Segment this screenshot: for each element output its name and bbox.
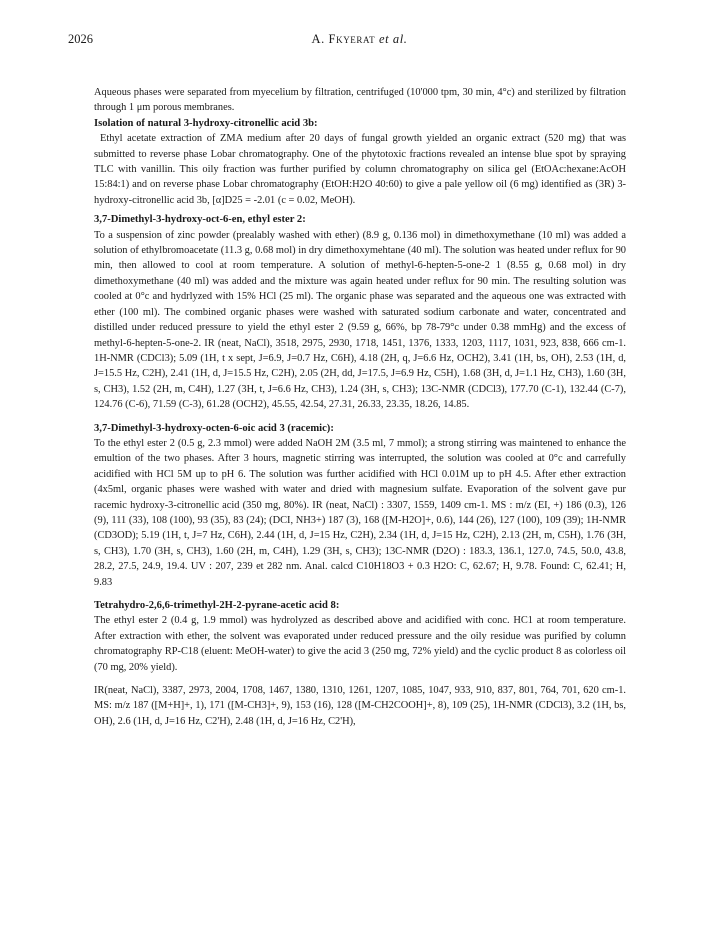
section-gap <box>94 675 626 683</box>
paragraph-ethyl-ester-2: To a suspension of zinc powder (prealably washed with ether) (8.9 g, 0.136 mol) in dimethoxymethane (10 ml) was added a solution of ethylbromoacetate (11.3 g, 0.68 mol) in dry dimethoxymehtane (40 ml). The solution was heated under reflux for 90 min, then allowed to cool at room temperature. A solution of methyl-6-hepten-5-one-2 1 (8.55 g, 0.68 mol) in dry dimethoxymethane (40 ml) was added and the mixture was again heated under reflux for 90 min. The resulting solution was cooled at 0°c and hydrlyzed with 15% HCl (25 ml). The organic phase was separated and the aqueous one was extracted with ether (100 ml). The combined organic phases were washed with saturated sodium carbonate and water, concentrated and distilled under reduced pressure to yield the ethyl ester 2 (9.59 g, 66%, bp 78-79°c under 0.38 mmHg) and the excess of methyl-6-hepten-5-one-2. IR (neat, NaCl), 3518, 2975, 2930, 1718, 1451, 1376, 1333, 1203, 1117, 1031, 923, 838, 666 cm-1. 1H-NMR (CDCl3); 5.09 (1H, t x sept, J=6.9, J=0.7 Hz, C6H), 4.18 (2H, q, J=6.6 Hz, OCH2), 3.41 (1H, bs, OH), 2.53 (1H, d, J=15.5 Hz, C2H), 2.41 (1H, d, J=15.5 Hz, C2H), 2.05 (2H, dd, J=17.5, J=6.9 Hz, C5H), 1.68 (3H, d, J=1.1 Hz, CH3), 1.60 (3H, s, CH3), 1.52 (2H, m, C4H), 1.27 (3H, t, J=6.6 Hz, CH3), 1.24 (3H, s, CH3); 13C-NMR (CDCl3), 177.70 (C-1), 132.44 (C-7), 124.76 (C-6), 71.59 (C-3), 61.28 (OCH2), 45.55, 42.54, 27.31, 26.33, 23.35, 18.26, 14.85. <box>94 229 626 411</box>
paragraph-isolation-3b: Ethyl acetate extraction of ZMA medium after 20 days of fungal growth yielded an organic extract (520 mg) that was submitted to reverse phase Lobar chromatography. One of the phytotoxic fractions revealed an intense blue spot by spraying TLC with vanillin. This oily fraction was further purified by column chromatography on silica gel (EtOAc:hexane:AcOH 15:84:1) and on reverse phase Lobar chromatography (EtOH:H2O 40:60) to give a pale yellow oil (6 mg) identified as (3R) 3-hydroxy-citronellic acid 3b, [α]D25 = -2.01 (c = 0.02, MeOH). <box>94 133 626 206</box>
running-header <box>68 32 651 48</box>
author-initial: A. F <box>311 32 337 46</box>
heading-ethyl-ester-2: 3,7-Dimethyl-3-hydroxy-oct-6-en, ethyl ester 2: <box>94 214 306 226</box>
heading-acid-8: Tetrahydro-2,6,6-trimethyl-2H-2-pyrane-acetic acid 8: <box>94 600 340 611</box>
heading-acid-3: 3,7-Dimethyl-3-hydroxy-octen-6-oic acid 3 (racemic): <box>94 422 334 434</box>
page-number: 2026 <box>68 32 93 46</box>
article-body <box>94 85 626 729</box>
et-al: et al. <box>378 32 408 46</box>
intro-paragraph: Aqueous phases were separated from myecelium by filtration, centrifuged (10'000 tpm, 30 min, 4°c) and sterilized by filtration through 1 μm porous membranes. <box>94 87 626 114</box>
running-title <box>68 32 651 47</box>
paragraph-acid-8-spectra: IR(neat, NaCl), 3387, 2973, 2004, 1708, 1467, 1380, 1310, 1261, 1207, 1085, 1047, 933, 910, 837, 801, 764, 701, 620 cm-1. MS: m/z 187 ([M+H]+, 1), 171 ([M-CH3]+, 9), 153 (16), 128 ([M-CH2COOH]+, 8), 109 (25), 1H-NMR (CDCl3), 3.2 (1H, bs, OH), 2.6 (1H, d, J=16 Hz, C2'H), 2.48 (1H, d, J=16 Hz, C2'H), <box>94 685 626 727</box>
paragraph-acid-3: To the ethyl ester 2 (0.5 g, 2.3 mmol) were added NaOH 2M (3.5 ml, 7 mmol); a strong stirring was maintened to enhance the emultion of the two phases. After 3 hours, magnetic stirring was interrupted, the solution was cooled at 0°c and carrefully acidified with HCl 5M up to pH 6. The solution was further acidified with HCl 0.01M up to pH 4.5. After ether extraction (4x5ml, organic phases were washed with water and dried with magnesium sulfate. Evaporation of the solvent gave pur racemic hydroxy-3-citronellic acid (350 mg, 80%). IR (neat, NaCl) : 3307, 1559, 1409 cm-1. MS : m/z (EI, +) 186 (0.3), 126 (9), 111 (33), 108 (100), 93 (35), 83 (24); (DCI, NH3+) 187 (3), 168 ([M-H2O]+, 0.6), 144 (26), 127 (100), 109 (39); 1H-NMR (CD3OD); 5.19 (1H, t, J=7 Hz, C6H), 2.44 (1H, d, J=15 Hz, C2H), 2.34 (1H, d, J=15 Hz, C2H), 2.13 (2H, m, C5H), 1.76 (3H, s, CH3), 1.70 (3H, s, CH3), 1.60 (2H, m, C4H), 1.29 (3H, s, CH3); 13C-NMR (D2O) : 183.3, 136.1, 127.0, 74.5, 50.0, 43.8, 28.2, 27.5, 24.9, 19.4. UV : 207, 239 et 282 nm. Anal. calcd C10H18O3 + 0.3 H2O: C, 62.67; H, 9.78. Found: C, 62.41; H, 9.83 <box>94 437 626 588</box>
author-surname: kyerat <box>336 32 376 46</box>
section-gap <box>94 590 626 598</box>
section-gap <box>94 413 626 421</box>
paragraph-acid-8-procedure: The ethyl ester 2 (0.4 g, 1.9 mmol) was hydrolyzed as described above and acidified with conc. HC1 at room temperature. After extraction with ether, the solvent was evaporated under reduced pressure and the oily residue was purified by column chromatography RP-C18 (eluent: MeOH-water) to give the acid 3 (250 mg, 72% yield) and the cyclic product 8 as colorless oil (70 mg, 20% yield). <box>94 615 626 673</box>
heading-isolation-3b: Isolation of natural 3-hydroxy-citronellic acid 3b: <box>94 117 318 129</box>
